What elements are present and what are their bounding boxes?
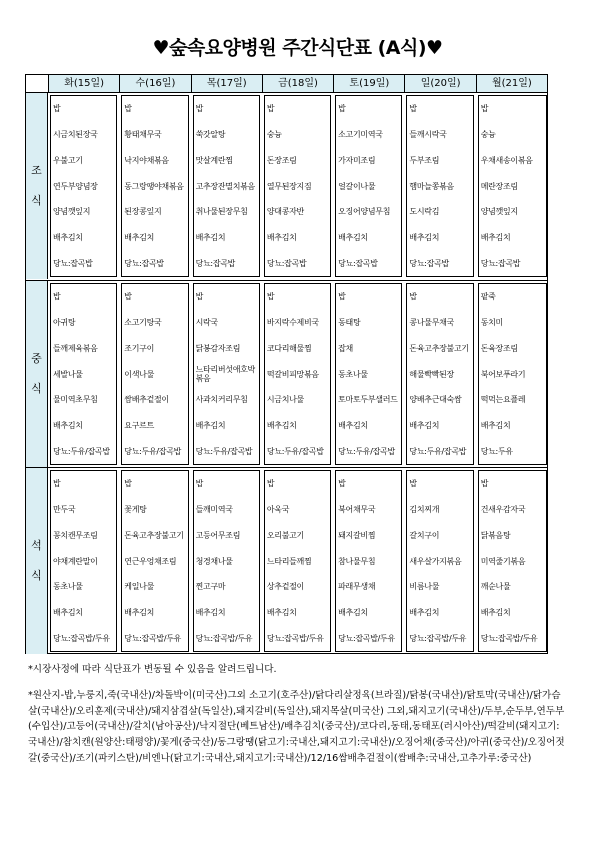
menu-box xyxy=(121,95,188,277)
menu-item: 동그랑땡야채볶음 xyxy=(124,181,184,191)
menu-item: 케일나물 xyxy=(124,582,154,592)
menu-item: 당뇨:잡곡밥/두유 xyxy=(480,633,538,643)
menu-item: 꽃게탕 xyxy=(124,505,147,515)
day-column xyxy=(476,281,547,467)
day-header-4: 토(19일) xyxy=(333,75,404,92)
menu-item: 느타리버섯애호박볶음 xyxy=(195,365,255,384)
menu-item: 새우살가지볶음 xyxy=(409,556,462,566)
menu-item: 밥 xyxy=(124,479,132,489)
menu-item: 배추김치 xyxy=(124,232,154,242)
day-column xyxy=(476,468,547,654)
menu-item: 건새우감자국 xyxy=(480,505,526,515)
menu-item: 쑥갓알탕 xyxy=(195,130,226,140)
day-column xyxy=(119,468,190,654)
origin-text: *원산지-밥,누룽지,죽(국내산)/차돌박이(미국산)그외 소고기(호주산)/닭다리살정육(브라질)/닭봉(국내산)/닭토막(국내산)/닭가슴살(국내산)/오리훈제(국내산)/돼지삼겹살(독일산),돼지갈비(독일산),돼지목살(미국산) 그외,돼지고기(국내산)/두부,순두부,연두부(수입산)/고등어(국내산)/갈치(남아공산)/낙지절단(베트남산)/배추김치(중국산)/코다리,동태,동태포(러시아산)/떡갈비(돼지고기:국내산)/참치캔(원양산:태평양)/꽃게(중국산)/동그랑땡(닭고기:국내산,돼지고기:국내산)/오징어채(중국산)/아귀(중국산)/오징어젓갈(중국산)/조기(파키스탄)/비엔나(닭고기:국내산,돼지고기:국내산)/12/16쌈배추겉절이(쌈배추:국내산,고추가루:중국산) xyxy=(28,689,565,764)
menu-box xyxy=(50,95,117,277)
menu-box xyxy=(264,470,331,652)
day-column xyxy=(262,468,333,654)
menu-item: 배추김치 xyxy=(124,607,154,617)
menu-item: 닭볶음탕 xyxy=(480,530,511,540)
menu-item: 양념깻잎지 xyxy=(53,207,91,217)
menu-item: 닭봉감자조림 xyxy=(195,343,241,353)
menu-item: 사과치커리무침 xyxy=(195,395,248,405)
menu-item: 메란장조림 xyxy=(480,181,518,191)
menu-item: 요구르트 xyxy=(124,420,154,430)
menu-item: 고추장잔멸치볶음 xyxy=(195,181,255,191)
menu-item: 당뇨:두유/잡곡밥 xyxy=(195,446,253,456)
meal-label-char: 중 xyxy=(31,352,42,365)
menu-item: 햄마늘쫑볶음 xyxy=(409,181,454,191)
menu-box xyxy=(193,470,260,652)
day-column xyxy=(262,281,333,467)
menu-item: 상추겉절이 xyxy=(266,582,304,592)
menu-item: 우불고기 xyxy=(53,155,83,165)
menu-item: 연근우엉채조림 xyxy=(124,556,177,566)
day-column xyxy=(48,281,119,467)
menu-item: 밥 xyxy=(195,104,203,114)
menu-item: 들깨미역국 xyxy=(195,505,233,515)
menu-item: 소고기미역국 xyxy=(338,130,383,140)
menu-box xyxy=(121,283,188,465)
menu-item: 황태채무국 xyxy=(124,130,162,140)
menu-item: 당뇨:잡곡밥/두유 xyxy=(266,633,324,643)
menu-item: 당뇨:잡곡밥 xyxy=(480,258,521,268)
menu-item: 꽁치캔무조림 xyxy=(53,530,98,540)
menu-item: 야채계란말이 xyxy=(53,556,98,566)
meal-label xyxy=(26,468,48,654)
menu-box xyxy=(335,283,402,465)
meal-label xyxy=(26,281,48,467)
menu-item: 도시락김 xyxy=(409,207,440,217)
day-column xyxy=(119,281,190,467)
menu-box xyxy=(193,283,260,465)
menu-item: 밥 xyxy=(266,104,275,114)
menu-item: 배추김치 xyxy=(338,232,368,242)
menu-item: 김치찌개 xyxy=(409,505,440,515)
menu-box xyxy=(335,95,402,277)
menu-item: 당뇨:두유 xyxy=(480,446,513,456)
day-header-3: 금(18일) xyxy=(262,75,333,92)
menu-item: 당뇨:잡곡밥 xyxy=(266,258,307,268)
day-header-1: 수(16일) xyxy=(119,75,190,92)
menu-item: 고등어무조림 xyxy=(195,530,241,540)
menu-table xyxy=(25,74,548,654)
day-header-row xyxy=(26,75,547,93)
menu-item: 밥 xyxy=(53,104,61,114)
menu-item: 가자미조림 xyxy=(338,155,376,165)
menu-item: 배추김치 xyxy=(195,420,226,430)
menu-item: 깨순나물 xyxy=(480,582,511,592)
menu-item: 배추김치 xyxy=(409,232,440,242)
menu-item: 잡채 xyxy=(338,343,353,353)
day-column xyxy=(333,468,404,654)
menu-item: 당뇨:잡곡밥/두유 xyxy=(338,633,395,643)
meal-label-char: 조 xyxy=(31,164,42,177)
menu-item: 맛살계란찜 xyxy=(195,155,233,165)
menu-item: 콩나물무채국 xyxy=(409,318,454,328)
menu-item: 미역줄기볶음 xyxy=(480,556,526,566)
menu-item: 밥 xyxy=(266,479,275,489)
day-column xyxy=(262,93,333,279)
menu-item: 당뇨:잡곡밥/두유 xyxy=(409,633,467,643)
menu-item: 밥 xyxy=(338,104,346,114)
menu-item: 아욱국 xyxy=(266,505,290,515)
meal-section-0 xyxy=(26,93,547,279)
menu-item: 소고기탕국 xyxy=(124,318,162,328)
menu-box xyxy=(478,283,547,465)
menu-item: 배추김치 xyxy=(266,232,297,242)
menu-item: 당뇨:두유/잡곡밥 xyxy=(266,446,324,456)
menu-box xyxy=(121,470,188,652)
meal-section-2 xyxy=(26,467,547,654)
menu-item: 북어채무국 xyxy=(338,505,376,515)
menu-item: 돈장조림 xyxy=(266,155,297,165)
menu-item: 양배추근대숙쌈 xyxy=(409,395,462,405)
day-header-6: 월(21일) xyxy=(476,75,547,92)
menu-item: 물미역초무침 xyxy=(53,395,98,405)
menu-item: 배추김치 xyxy=(53,420,83,430)
day-column xyxy=(191,281,262,467)
menu-item: 당뇨:잡곡밥/두유 xyxy=(195,633,253,643)
menu-item: 밥 xyxy=(409,104,417,114)
menu-item: 해물빡빡된장 xyxy=(409,369,454,379)
menu-item: 배추김치 xyxy=(53,607,83,617)
menu-item: 밥 xyxy=(480,479,489,489)
notice-text: *시장사정에 따라 식단표가 변동될 수 있음을 알려드립니다. xyxy=(28,664,277,675)
menu-item: 배추김치 xyxy=(480,607,511,617)
menu-box xyxy=(50,283,117,465)
meal-label-char: 석 xyxy=(31,539,42,552)
menu-item: 청경채나물 xyxy=(195,556,233,566)
menu-item: 아귀탕 xyxy=(53,318,76,328)
menu-item: 동초나물 xyxy=(53,582,83,592)
day-header-0: 화(15일) xyxy=(48,75,119,92)
menu-item: 배추김치 xyxy=(480,420,511,430)
menu-item: 배추김치 xyxy=(409,420,440,430)
menu-item: 배추김치 xyxy=(266,607,297,617)
menu-box xyxy=(478,95,547,277)
menu-item: 밥 xyxy=(124,292,132,302)
menu-item: 밥 xyxy=(53,292,61,302)
menu-item: 느타리들깨찜 xyxy=(266,556,312,566)
notes xyxy=(28,662,568,777)
menu-item: 찐고구마 xyxy=(195,582,226,592)
meal-label-char: 식 xyxy=(31,569,42,582)
menu-item: 밥 xyxy=(266,292,275,302)
page-title: ♥숲속요양병원 주간식단표 (A식)♥ xyxy=(152,37,443,59)
menu-box xyxy=(264,283,331,465)
day-column xyxy=(119,93,190,279)
menu-item: 숭늉 xyxy=(480,130,496,140)
meal-label xyxy=(26,93,48,279)
menu-item: 양념깻잎지 xyxy=(480,207,518,217)
menu-item: 당뇨:두유/잡곡밥 xyxy=(338,446,395,456)
menu-box xyxy=(335,470,402,652)
menu-item: 숭늉 xyxy=(266,130,282,140)
menu-item: 만두국 xyxy=(53,505,76,515)
menu-item: 당뇨:잡곡밥 xyxy=(124,258,164,268)
menu-item: 쌈배추겉절이 xyxy=(124,395,169,405)
menu-item: 파래무생채 xyxy=(338,582,376,592)
menu-item: 시락국 xyxy=(195,318,218,328)
menu-item: 배추김치 xyxy=(409,607,440,617)
menu-item: 당뇨:잡곡밥 xyxy=(409,258,449,268)
menu-box xyxy=(264,95,331,277)
menu-box xyxy=(478,470,547,652)
menu-item: 오징어양념무침 xyxy=(338,207,391,217)
menu-item: 오리불고기 xyxy=(266,530,304,540)
day-column xyxy=(404,468,475,654)
menu-item: 팥죽 xyxy=(480,292,496,302)
menu-item: 당뇨:두유/잡곡밥 xyxy=(53,446,110,456)
menu-item: 바지락수제비국 xyxy=(266,318,319,328)
menu-item: 조기구이 xyxy=(124,343,154,353)
day-header-2: 목(17일) xyxy=(191,75,262,92)
menu-item: 들깨제육볶음 xyxy=(53,343,98,353)
menu-item: 취나물된장무침 xyxy=(195,207,248,217)
menu-item: 동태탕 xyxy=(338,318,361,328)
menu-item: 배추김치 xyxy=(195,232,226,242)
menu-box xyxy=(406,283,473,465)
menu-item: 밥 xyxy=(480,104,489,114)
menu-item: 배추김치 xyxy=(195,607,226,617)
menu-item: 연두부양념장 xyxy=(53,181,98,191)
meal-label-char: 식 xyxy=(31,382,42,395)
menu-item: 세발나물 xyxy=(53,369,83,379)
menu-item: 밥 xyxy=(338,292,346,302)
meal-label-char: 식 xyxy=(31,194,42,207)
menu-item: 비름나물 xyxy=(409,582,440,592)
menu-item: 떡갈비피망볶음 xyxy=(266,369,319,379)
menu-item: 된장콩잎지 xyxy=(124,207,162,217)
day-column xyxy=(404,93,475,279)
day-column xyxy=(48,93,119,279)
menu-item: 낙지야채볶음 xyxy=(124,155,169,165)
menu-item: 토마토두부샐러드 xyxy=(338,395,398,405)
meal-section-1 xyxy=(26,280,547,467)
menu-item: 당뇨:잡곡밥 xyxy=(53,258,93,268)
menu-item: 돈육고추장불고기 xyxy=(409,343,469,353)
header-corner xyxy=(26,75,48,92)
day-column xyxy=(333,281,404,467)
menu-item: 양대콩자반 xyxy=(266,207,304,217)
menu-item: 떡먹는요플레 xyxy=(480,395,526,405)
menu-item: 북어보푸라기 xyxy=(480,369,526,379)
menu-item: 배추김치 xyxy=(338,420,368,430)
menu-item: 배추김치 xyxy=(338,607,368,617)
menu-item: 당뇨:두유/잡곡밥 xyxy=(409,446,467,456)
menu-item: 밥 xyxy=(53,479,61,489)
menu-item: 열무된장지짐 xyxy=(266,181,312,191)
menu-item: 들깨시락국 xyxy=(409,130,447,140)
menu-item: 당뇨:잡곡밥 xyxy=(338,258,378,268)
menu-item: 밥 xyxy=(195,479,203,489)
day-column xyxy=(48,468,119,654)
menu-item: 두부조림 xyxy=(409,155,440,165)
menu-item: 배추김치 xyxy=(480,232,511,242)
menu-item: 밥 xyxy=(124,104,132,114)
day-column xyxy=(191,468,262,654)
menu-box xyxy=(193,95,260,277)
menu-item: 코다리해물찜 xyxy=(266,343,312,353)
menu-item: 돈육장조림 xyxy=(480,343,518,353)
menu-item: 당뇨:잡곡밥 xyxy=(195,258,236,268)
menu-item: 돈육고추장불고기 xyxy=(124,530,184,540)
menu-box xyxy=(50,470,117,652)
menu-item: 돼지갈비찜 xyxy=(338,530,376,540)
menu-item: 당뇨:잡곡밥/두유 xyxy=(124,633,182,643)
day-column xyxy=(333,93,404,279)
menu-item: 밥 xyxy=(195,292,203,302)
day-header-5: 일(20일) xyxy=(404,75,475,92)
menu-box xyxy=(406,95,473,277)
menu-item: 이색나물 xyxy=(124,369,154,379)
menu-item: 밥 xyxy=(409,292,417,302)
menu-item: 당뇨:잡곡밥/두유 xyxy=(53,633,110,643)
day-column xyxy=(191,93,262,279)
menu-item: 동치미 xyxy=(480,318,503,328)
menu-item: 당뇨:두유/잡곡밥 xyxy=(124,446,182,456)
menu-item: 갈치구이 xyxy=(409,530,440,540)
menu-item: 참나물무침 xyxy=(338,556,376,566)
menu-item: 시금치나물 xyxy=(266,395,304,405)
day-column xyxy=(404,281,475,467)
menu-item: 시금치된장국 xyxy=(53,130,98,140)
menu-box xyxy=(406,470,473,652)
menu-item: 배추김치 xyxy=(266,420,297,430)
menu-item: 얼갈이나물 xyxy=(338,181,376,191)
menu-item: 밥 xyxy=(409,479,417,489)
day-column xyxy=(476,93,547,279)
menu-item: 배추김치 xyxy=(53,232,83,242)
menu-item: 우채새송이볶음 xyxy=(480,155,533,165)
menu-item: 밥 xyxy=(338,479,346,489)
menu-item: 동초나물 xyxy=(338,369,368,379)
